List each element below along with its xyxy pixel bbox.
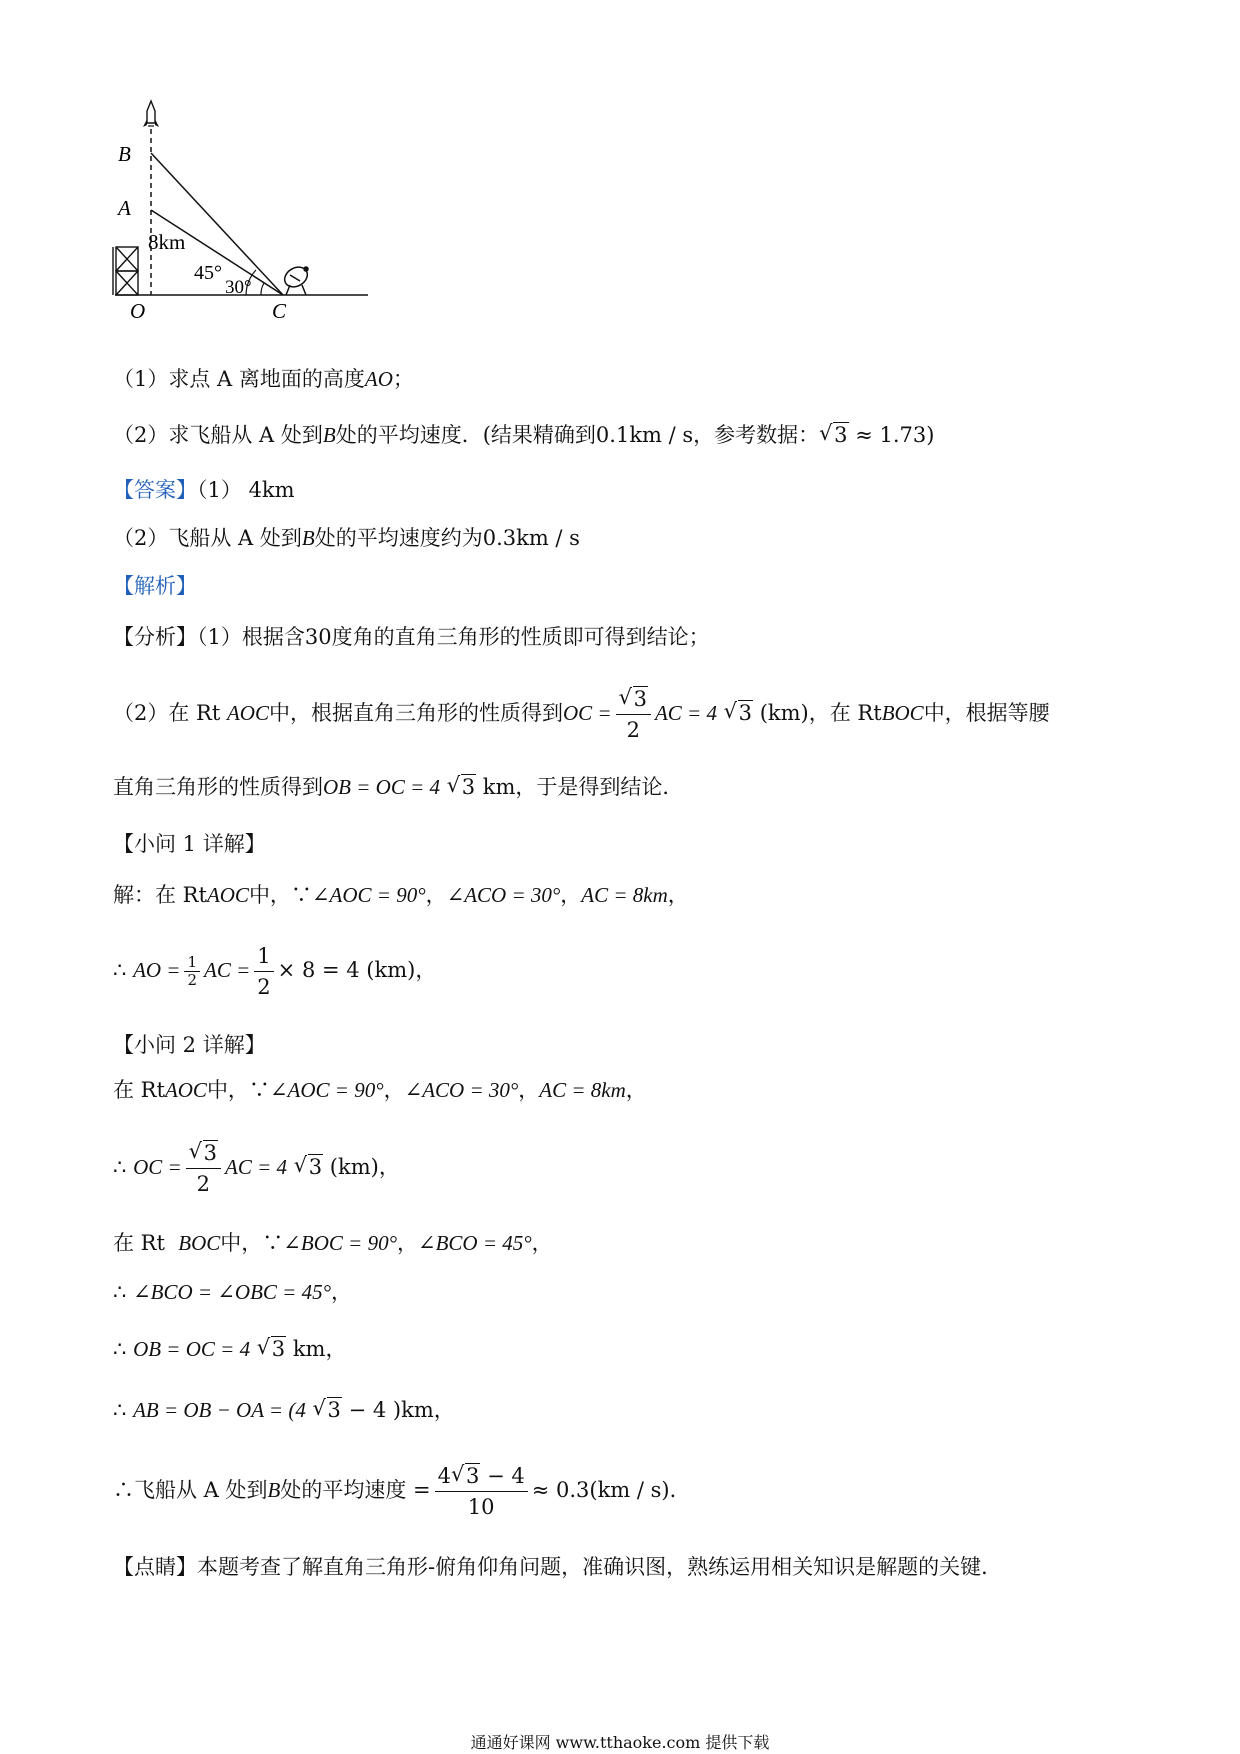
s2l1-e2: ∠ACO = 30° bbox=[404, 1078, 519, 1102]
question-2 bbox=[113, 420, 934, 450]
label-o: O bbox=[130, 299, 146, 323]
s1l1-c: ， bbox=[425, 883, 447, 907]
fraction-small: $\frac{1}{2}$ bbox=[184, 954, 200, 989]
s1-line-1 bbox=[113, 880, 689, 910]
s1l1-a: 解：在 Rt bbox=[113, 883, 207, 907]
s1l2-ac: AC = bbox=[204, 958, 251, 982]
answer-v1: 4km bbox=[248, 478, 295, 502]
s2l3-d: ， bbox=[531, 1231, 553, 1255]
s2l6-rest: − 4 )km bbox=[348, 1398, 434, 1422]
s1l2-rest: × 8 = 4 (km) bbox=[277, 958, 416, 982]
s2l7-c: 处的平均速度 = bbox=[280, 1478, 431, 1502]
fenxi2-d: 中，根据等腰 bbox=[923, 701, 1050, 725]
sqrt-3: √ 3 bbox=[447, 772, 476, 802]
s2l7-e: ． bbox=[669, 1478, 691, 1502]
dianjing-text: 本题考查了解直角三角形-俯角仰角问题，准确识图，熟练运用相关知识是解题的关键． bbox=[197, 1555, 1003, 1579]
s2l2-ac: AC = 4 bbox=[225, 1155, 288, 1179]
s2-line-1 bbox=[113, 1075, 647, 1105]
s2l3-e1: ∠BOC = 90° bbox=[283, 1231, 397, 1255]
question-1 bbox=[113, 364, 414, 394]
s2-line-3 bbox=[113, 1228, 553, 1258]
fenxi2-oc: OC = bbox=[562, 701, 612, 725]
s2l7-a: ∴飞船从 A 处到 bbox=[113, 1478, 268, 1502]
s1l2-a: ∴ bbox=[113, 958, 127, 982]
fenxi2-km: (km) bbox=[759, 701, 809, 725]
s1l1-e: ， bbox=[667, 883, 689, 907]
fenxi-tag: 【分析】 bbox=[113, 625, 197, 649]
s2l3-b: 中，∵ bbox=[220, 1231, 284, 1255]
question-2-mid: 处的平均速度．(结果精确到 bbox=[335, 423, 596, 447]
rocket-icon bbox=[143, 101, 159, 127]
s1l1-d: ， bbox=[560, 883, 582, 907]
s2l2-e: ， bbox=[378, 1155, 400, 1179]
dianjing-line bbox=[113, 1552, 1002, 1582]
sqrt-3: √ 3 bbox=[257, 1334, 286, 1364]
geometry-figure bbox=[110, 95, 370, 360]
answer-2-value: 0.3km / s bbox=[482, 526, 580, 550]
s2l6-a: ∴ bbox=[113, 1398, 127, 1422]
s2l5-a: ∴ bbox=[113, 1337, 127, 1361]
building-icon bbox=[113, 247, 138, 295]
fraction: $\frac{4√ 3 - 4}{10}$ bbox=[435, 1461, 528, 1522]
question-2-unit: 0.1km / s bbox=[595, 423, 694, 447]
fenxi2-tri1: AOC bbox=[226, 701, 269, 725]
s2l3-c: ， bbox=[396, 1231, 418, 1255]
fraction: √ $\frac{3}{2}$ bbox=[616, 684, 651, 745]
s1l1-b: 中，∵ bbox=[248, 883, 312, 907]
s1l1-e3: AC = 8km bbox=[581, 883, 668, 907]
question-2-ref: ，参考数据： bbox=[693, 423, 820, 447]
fenxi3-km: km bbox=[482, 775, 516, 799]
fraction: √ $\frac{3}{2}$ bbox=[186, 1138, 221, 1199]
fenxi2-tri2: BOC bbox=[881, 701, 924, 725]
fenxi-line-3 bbox=[113, 772, 683, 802]
s2l5-e: ， bbox=[325, 1337, 347, 1361]
fenxi-text: （1）根据含30度角的直角三角形的性质即可得到结论； bbox=[197, 625, 710, 649]
sub-1-tag: 【小问 1 详解】 bbox=[113, 832, 266, 856]
radar-dish-icon bbox=[281, 263, 311, 295]
fenxi-line-2 bbox=[113, 683, 1050, 745]
sqrt-3: √ 3 bbox=[819, 420, 848, 450]
analysis-tag: 【解析】 bbox=[113, 574, 197, 598]
s2-line-7 bbox=[113, 1460, 691, 1522]
answer-2-prefix: （2）飞船从 A 处到 bbox=[113, 526, 302, 550]
s2l4-e: ， bbox=[331, 1280, 352, 1304]
label-8km: 8km bbox=[148, 230, 186, 254]
answer-p1: （1） bbox=[197, 478, 242, 502]
s2l7-b: B bbox=[267, 1478, 281, 1502]
sub-2-tag: 【小问 2 详解】 bbox=[113, 1033, 266, 1057]
s2l1-tri: AOC bbox=[164, 1078, 207, 1102]
s1-line-2 bbox=[113, 940, 436, 1002]
sqrt-3: √ 3 bbox=[313, 1395, 342, 1425]
s2l5-eq: OB = OC = 4 bbox=[133, 1337, 251, 1361]
s2-line-2 bbox=[113, 1137, 400, 1199]
sqrt-3: √ 3 bbox=[294, 1137, 323, 1197]
question-2-b: B bbox=[322, 423, 336, 447]
sqrt-3: √ 3 bbox=[724, 683, 753, 743]
question-1-text: （1）求点 A 离地面的高度 bbox=[113, 367, 365, 391]
fenxi3-eq: OB = OC = 4 bbox=[323, 775, 441, 799]
fenxi2-ac: AC = 4 bbox=[654, 701, 717, 725]
s2-line-4 bbox=[113, 1277, 352, 1307]
s2l6-e: ， bbox=[433, 1398, 455, 1422]
label-c: C bbox=[272, 299, 287, 323]
question-2-approx: ≈ 1.73) bbox=[855, 423, 935, 447]
answer-2-b: B bbox=[301, 526, 315, 550]
question-2-text: （2）求飞船从 A 处到 bbox=[113, 423, 323, 447]
s2l3-tri: BOC bbox=[178, 1231, 221, 1255]
fenxi-line-1 bbox=[113, 622, 710, 652]
s2l2-oc: OC = bbox=[133, 1155, 182, 1179]
s2-line-6 bbox=[113, 1395, 455, 1425]
question-1-math: AO bbox=[364, 367, 393, 391]
s1l2-ao: AO = bbox=[133, 958, 181, 982]
s2l2-a: ∴ bbox=[113, 1155, 127, 1179]
s2l7-rest: ≈ 0.3(km / s) bbox=[531, 1478, 670, 1502]
dianjing-tag: 【点睛】 bbox=[113, 1555, 197, 1579]
page-footer: 通通好课网 www.tthaoke.com 提供下载 bbox=[470, 1733, 770, 1752]
s2l2-km: (km) bbox=[329, 1155, 379, 1179]
s2-line-5 bbox=[113, 1334, 346, 1364]
fenxi3-b: ，于是得到结论． bbox=[515, 775, 684, 799]
answer-tag: 【答案】 bbox=[113, 478, 197, 502]
s2l3-e2: ∠BCO = 45° bbox=[417, 1231, 532, 1255]
label-30: 30° bbox=[225, 277, 252, 298]
label-b: B bbox=[118, 142, 131, 166]
s1l2-e: ， bbox=[415, 958, 437, 982]
s2l1-b: 中，∵ bbox=[206, 1078, 270, 1102]
s2l1-e: ， bbox=[625, 1078, 647, 1102]
label-45: 45° bbox=[194, 262, 222, 284]
s2l1-a: 在 Rt bbox=[113, 1078, 165, 1102]
fenxi2-a: （2）在 Rt bbox=[113, 701, 221, 725]
answer-line-1 bbox=[113, 475, 295, 505]
s2l1-d: ， bbox=[518, 1078, 540, 1102]
s2l1-c: ， bbox=[383, 1078, 405, 1102]
s2l5-km: km bbox=[292, 1337, 326, 1361]
label-a: A bbox=[118, 196, 131, 220]
fenxi2-c: ，在 Rt bbox=[808, 701, 882, 725]
fraction: $\frac{1}{2}$ bbox=[254, 941, 273, 1002]
s1l1-tri: AOC bbox=[206, 883, 249, 907]
angle-arc-30 bbox=[261, 283, 264, 295]
s1l1-e1: ∠AOC = 90° bbox=[311, 883, 426, 907]
fenxi2-b: 中，根据直角三角形的性质得到 bbox=[268, 701, 563, 725]
s2l1-e1: ∠AOC = 90° bbox=[269, 1078, 384, 1102]
fenxi3-a: 直角三角形的性质得到 bbox=[113, 775, 323, 799]
question-1-suffix: ； bbox=[392, 367, 414, 391]
s2l3-a: 在 Rt bbox=[113, 1231, 165, 1255]
answer-2-suffix: 处的平均速度约为 bbox=[314, 526, 483, 550]
answer-line-2 bbox=[113, 523, 580, 553]
s2l4-a: ∴ bbox=[113, 1280, 127, 1304]
s2l6-eq: AB = OB − OA = (4 bbox=[133, 1398, 306, 1422]
s1l1-e2: ∠ACO = 30° bbox=[446, 883, 561, 907]
s2l1-e3: AC = 8km bbox=[539, 1078, 626, 1102]
s2l4-eq: ∠BCO = ∠OBC = 45° bbox=[133, 1280, 331, 1304]
